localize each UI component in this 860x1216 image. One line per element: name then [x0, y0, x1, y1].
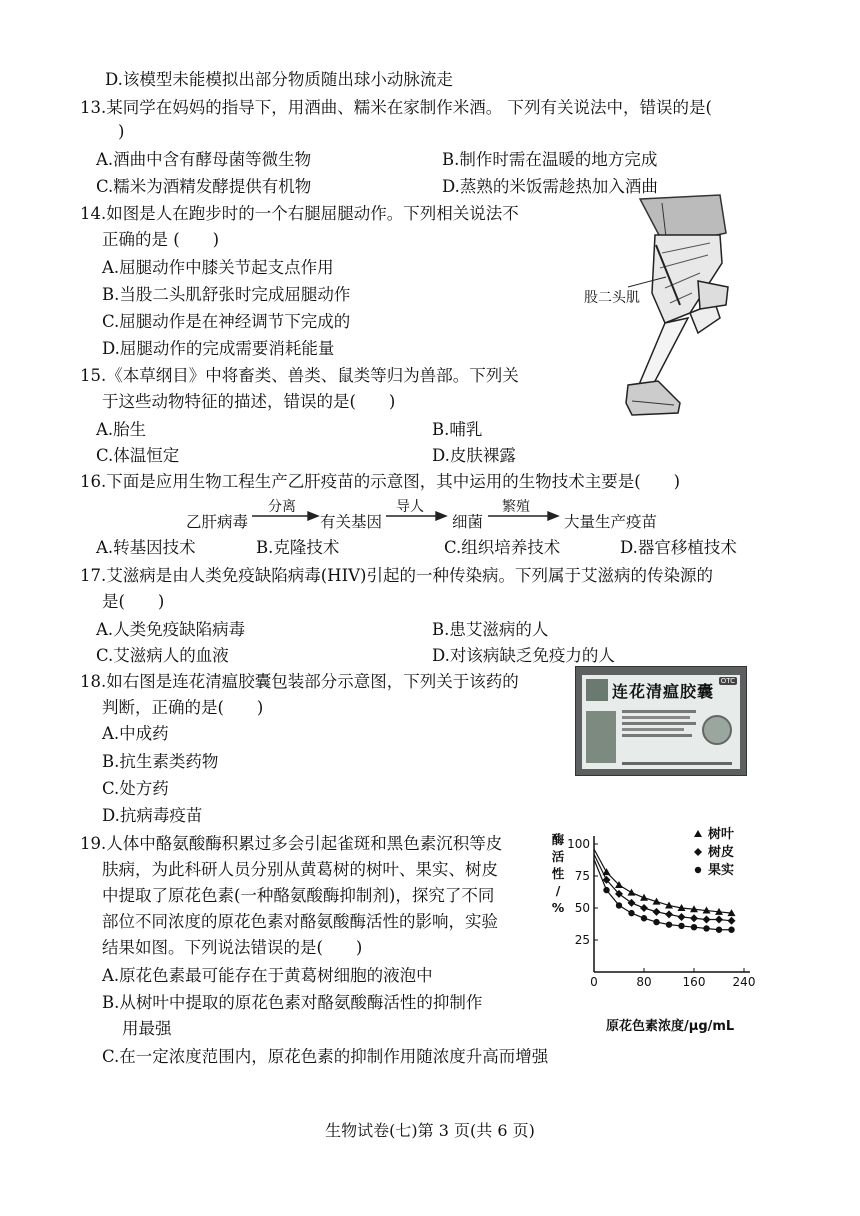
data-point	[694, 830, 702, 837]
y-axis-label-stack	[551, 832, 565, 915]
data-point	[641, 915, 647, 921]
q16-option-c: C.组织培养技术	[444, 538, 561, 557]
q18-option-a: A.中成药	[102, 724, 169, 743]
box-front	[582, 675, 740, 769]
data-point	[653, 919, 659, 925]
x-tick-label: 160	[682, 975, 706, 989]
flow-label-reproduce: 繁殖	[502, 499, 530, 515]
q13-option-a: A.酒曲中含有酵母菌等微生物	[96, 150, 312, 169]
x-tick-label: 240	[732, 975, 756, 989]
q15-stem-cont: 于这些动物特征的描述，错误的是( )	[102, 392, 396, 411]
legend-label: 果实	[708, 863, 735, 878]
q14-option-d: D.屈腿动作的完成需要消耗能量	[102, 339, 335, 358]
box-bottom-line	[622, 762, 732, 765]
y-axis-label-char: 酶	[551, 832, 565, 847]
y-axis-label-char: 活	[551, 849, 565, 864]
q17-option-c: C.艾滋病人的血液	[96, 646, 229, 665]
y-tick-label: 100	[567, 837, 590, 851]
data-point	[690, 914, 698, 922]
q15-stem: 15.《本草纲目》中将畜类、兽类、鼠类等归为兽部。下列关	[80, 366, 519, 385]
data-point	[653, 908, 661, 916]
data-point	[691, 924, 697, 930]
box-seal	[702, 715, 732, 745]
data-point	[694, 848, 702, 856]
q18-option-d: D.抗病毒疫苗	[102, 806, 203, 825]
q15-option-b: B.哺乳	[432, 420, 483, 439]
q16-stem: 16.下面是应用生物工程生产乙肝疫苗的示意图，其中运用的生物技术主要是( )	[80, 472, 681, 491]
q17-option-a: A.人类免疫缺陷病毒	[96, 620, 246, 639]
data-point	[728, 927, 734, 933]
medicine-box-image	[575, 666, 747, 776]
q13-option-b: B.制作时需在温暖的地方完成	[442, 150, 658, 169]
chart-legend	[694, 826, 735, 878]
q19-option-b: B.从树叶中提取的原花色素对酪氨酸酶活性的抑制作	[102, 993, 483, 1012]
q18-option-b: B.抗生素类药物	[102, 752, 219, 771]
q16-option-a: A.转基因技术	[96, 538, 196, 557]
q16-option-b: B.克隆技术	[256, 538, 340, 557]
data-point	[716, 927, 722, 933]
data-point	[628, 910, 634, 916]
q14-option-a: A.屈腿动作中膝关节起支点作用	[102, 258, 334, 277]
y-tick-label: 75	[574, 869, 590, 883]
q17-option-b: B.患艾滋病的人	[432, 620, 549, 639]
q14-option-b: B.当股二头肌舒张时完成屈腿动作	[102, 285, 351, 304]
flow-label-import: 导人	[396, 499, 424, 515]
y-axis-label-char: /	[555, 883, 561, 898]
legend-label: 树皮	[708, 845, 735, 860]
data-point	[703, 916, 711, 924]
x-tick-label: 0	[590, 975, 598, 989]
flow-node-bacteria: 细菌	[452, 513, 484, 531]
q13-stem: 13.某同学在妈妈的指导下，用酒曲、糯米在家制作米酒。 下列有关说法中，错误的是(	[80, 98, 712, 117]
q12-option-d: D.该模型未能模拟出部分物质随出球小动脉流走	[105, 70, 453, 89]
data-point	[678, 923, 684, 929]
box-herb-image	[586, 711, 616, 763]
q19-stem-5: 结果如图。下列说法错误的是( )	[102, 938, 363, 957]
q13-option-d: D.蒸熟的米饭需趁热加入酒曲	[442, 177, 658, 196]
data-point	[703, 925, 709, 931]
x-tick-label: 80	[636, 975, 652, 989]
q18-stem: 18.如右图是连花清瘟胶囊包装部分示意图，下列关于该药的	[80, 672, 519, 691]
q19-option-b-cont: 用最强	[122, 1019, 172, 1038]
flow-arrows	[0, 0, 860, 540]
q19-option-a: A.原花色素最可能存在于黄葛树细胞的液泡中	[102, 966, 433, 985]
q19-stem-3: 中提取了原花色素(一种酪氨酸酶抑制剂)，探究了不同	[102, 886, 495, 905]
q19-stem-2: 肤病，为此科研人员分别从黄葛树的树叶、果实、树皮	[102, 860, 498, 879]
q14-stem: 14.如图是人在跑步时的一个右腿屈腿动作。下列相关说法不	[80, 204, 519, 223]
q16-option-d: D.器官移植技术	[620, 538, 737, 557]
y-axis-label-char: 性	[551, 866, 565, 881]
q14-stem-cont: 正确的是 ( )	[102, 230, 220, 249]
flow-arrowhead-1	[308, 512, 318, 520]
data-point	[695, 867, 701, 873]
data-point	[728, 917, 736, 925]
data-point	[666, 921, 672, 927]
data-point	[628, 899, 636, 907]
q15-option-a: A.胎生	[96, 420, 147, 439]
flow-arrowhead-2	[436, 512, 446, 520]
flow-node-gene: 有关基因	[320, 513, 383, 531]
q13-stem-cont: )	[118, 122, 125, 141]
q15-option-c: C.体温恒定	[96, 446, 180, 465]
data-point	[616, 902, 622, 908]
q15-option-d: D.皮肤裸露	[432, 446, 516, 465]
q18-option-c: C.处方药	[102, 779, 169, 798]
box-badge: OTC	[720, 677, 735, 685]
q19-option-c: C.在一定浓度范围内，原花色素的抑制作用随浓度升高而增强	[102, 1047, 549, 1066]
flow-node-virus: 乙肝病毒	[186, 513, 249, 531]
box-logo	[586, 679, 608, 701]
flow-arrowhead-3	[548, 512, 558, 520]
q14-figure-label: 股二头肌	[584, 290, 640, 306]
q17-stem-cont: 是( )	[102, 592, 165, 611]
q17-option-d: D.对该病缺乏免疫力的人	[432, 646, 615, 665]
q18-stem-cont: 判断，正确的是( )	[102, 698, 264, 717]
x-axis-label: 原花色素浓度/μg/mL	[606, 1019, 735, 1034]
chart-series	[594, 849, 736, 933]
q19-stem-4: 部位不同浓度的原花色素对酪氨酸酶活性的影响，实验	[102, 912, 498, 931]
q17-stem: 17.艾滋病是由人类免疫缺陷病毒(HIV)引起的一种传染病。下列属于艾滋病的传染源的	[80, 566, 713, 585]
q13-option-c: C.糯米为酒精发酵提供有机物	[96, 177, 312, 196]
enzyme-activity-chart	[548, 822, 780, 1034]
legend-label: 树叶	[708, 827, 735, 842]
data-point	[603, 887, 609, 893]
flow-node-vaccine: 大量生产疫苗	[564, 513, 658, 531]
data-point	[628, 889, 636, 896]
box-title: 连花清瘟胶囊	[612, 682, 715, 701]
data-point	[640, 904, 648, 912]
q19-stem-1: 19.人体中酪氨酸酶积累过多会引起雀斑和黑色素沉积等皮	[80, 834, 503, 853]
page-footer: 生物试卷(七)第 3 页(共 6 页)	[325, 1121, 535, 1140]
y-axis-label-char: %	[551, 900, 565, 915]
data-point	[715, 916, 723, 924]
box-text-block	[622, 707, 700, 755]
flow-label-separate: 分离	[268, 499, 296, 515]
data-point	[678, 913, 686, 921]
data-point	[665, 910, 673, 918]
y-tick-label: 25	[574, 933, 590, 947]
q14-option-c: C.屈腿动作是在神经调节下完成的	[102, 312, 351, 331]
y-tick-label: 50	[574, 901, 590, 915]
